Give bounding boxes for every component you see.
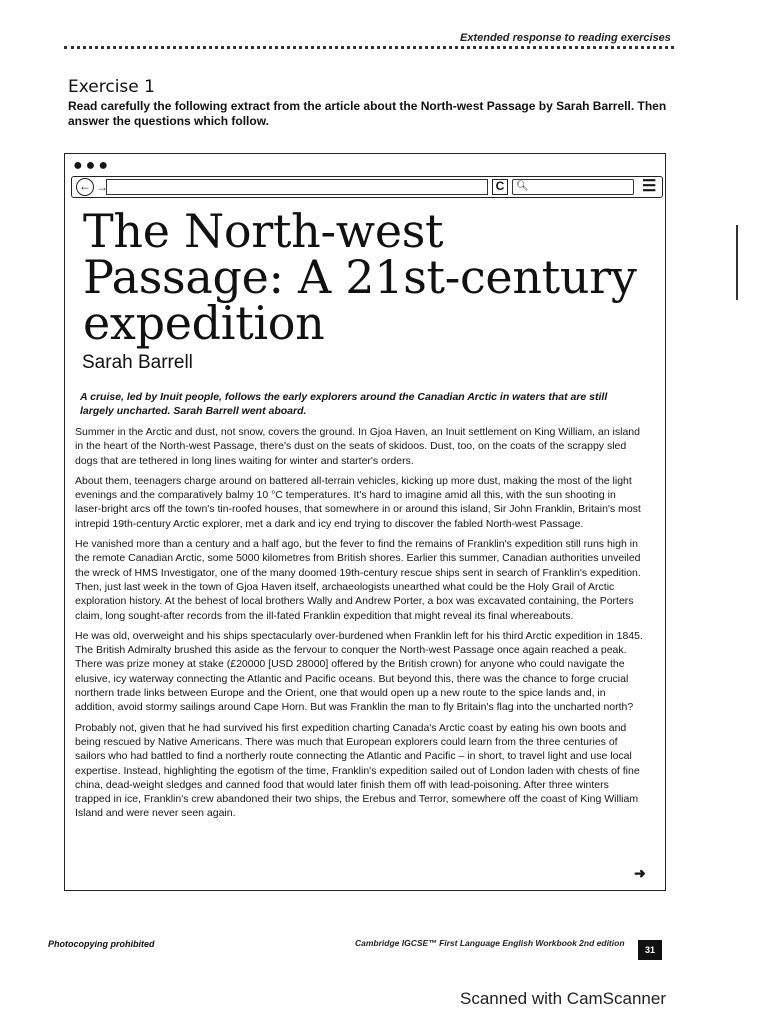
camscanner-watermark: Scanned with CamScanner	[460, 989, 667, 1008]
article-body	[75, 425, 643, 827]
article-title: The North-west Passage: A 21st-century expedition	[83, 204, 637, 350]
body-paragraph: He vanished more than a century and a half ago, but the fever to find the remains of Franklin's expedition still runs high in the remote Canadian Arctic, some 5000 kilometres from British shores. Earlier this summer, Canadian authorities unveiled the wreck of HMS Investigator, one of the many doomed 19th-century rescue ships sent in search of Franklin's expedition. Then, just last week in the town of Gjoa Haven itself, archaeologists unearthed what could be the Holy Grail of Arctic exploration history. At the behest of local brothers Wally and Andrew Porter, a box was excavated containing, the Porters claim, long sought-after records from the ill-fated Franklin expedition that might reveal its final whereabouts.	[75, 538, 641, 622]
article-author: Sarah Barrell	[82, 352, 193, 373]
arrow-left-icon[interactable]: ←	[76, 178, 94, 196]
body-paragraph: About them, teenagers charge around on battered all-terrain vehicles, kicking up more dust, making the most of the light evenings and the comparatively balmy 10 °C temperatures. It's hard to imagine amid all this, with the sun shooting in laser-bright arcs off the town's tin-roofed houses, that somewhere in or around this island, Sir John Franklin, Britain's most intrepid 19th-century Arctic explorer, met a dark and icy end trying to discover the fabled North-west Passage.	[75, 474, 641, 530]
footer-book-title: Cambridge IGCSE™ First Language English Workbook 2nd edition	[355, 938, 625, 948]
address-bar[interactable]	[106, 179, 488, 195]
page-number: 31	[638, 940, 662, 960]
body-paragraph: Probably not, given that he had survived his first expedition charting Canada's Arctic coast by eating his own boots and being rescued by Native Americans. There was much that European explorers could learn from the three centuries of sailors who had battled to find a northerly route connecting the Atlantic and Pacific – in short, to travel light and use local expertise. Instead, highlighting the egotism of the time, Franklin's expedition sailed out of London laden with chests of fine china, dead-weight sledges and canned food that would later finish them off with lead-poisoning. After three winters trapped in ice, Franklin's crew abandoned their two ships, the Erebus and Terror, somewhere off the coast of King William Island and were never seen again.	[75, 721, 640, 820]
browser-toolbar	[71, 176, 663, 198]
window-dots-icon: ●●●	[73, 157, 111, 174]
reload-icon[interactable]: C	[492, 179, 508, 195]
exercise-instructions: Read carefully the following extract from the article about the North-west Passage by Sarah Barrell. Then answer the questions which follow.	[68, 99, 667, 128]
body-paragraph: Summer in the Arctic and dust, not snow, covers the ground. In Gjoa Haven, an Inuit settlement on King William, an island in the heart of the North-west Passage, there's dust on the seats of skidoos. Dust, too, on the coats of the scrappy sled dogs that are tethered in long lines waiting for winter and starter's orders.	[75, 426, 640, 467]
search-icon: 🔍︎	[516, 181, 529, 192]
dotted-rule	[64, 46, 674, 49]
running-head: Extended response to reading exercises	[460, 32, 671, 44]
continue-arrow-icon: ➜	[634, 865, 646, 881]
search-box[interactable]	[512, 179, 634, 195]
hamburger-menu-icon[interactable]: ☰	[642, 178, 657, 195]
article-standfirst: A cruise, led by Inuit people, follows the early explorers around the Canadian Arctic in waters that are still largely uncharted. Sarah Barrell went aboard.	[80, 391, 608, 417]
footer-copyright-note: Photocopying prohibited	[48, 939, 155, 949]
scan-edge-mark	[736, 225, 738, 300]
exercise-title: Exercise 1	[68, 77, 155, 97]
arrow-right-icon[interactable]: →	[96, 180, 108, 194]
body-paragraph: He was old, overweight and his ships spectacularly over-burdened when Franklin left for his third Arctic expedition in 1845. The British Admiralty brushed this aside as the fervour to conquer the North-west Passage once again reached a peak. There was prize money at stake (£20000 [USD 28000] offered by the British crown) for anyone who could navigate the elusive, icy waterway connecting the Atlantic and Pacific oceans. But beyond this, there was the chance to forge crucial northern trade links between Europe and the Orient, one that would open up a new route to the spice lands and, in addition, avoid stormy sailings around Cape Horn. But was Franklin the man to fly Britain's flag into the uncharted north?	[75, 629, 643, 714]
